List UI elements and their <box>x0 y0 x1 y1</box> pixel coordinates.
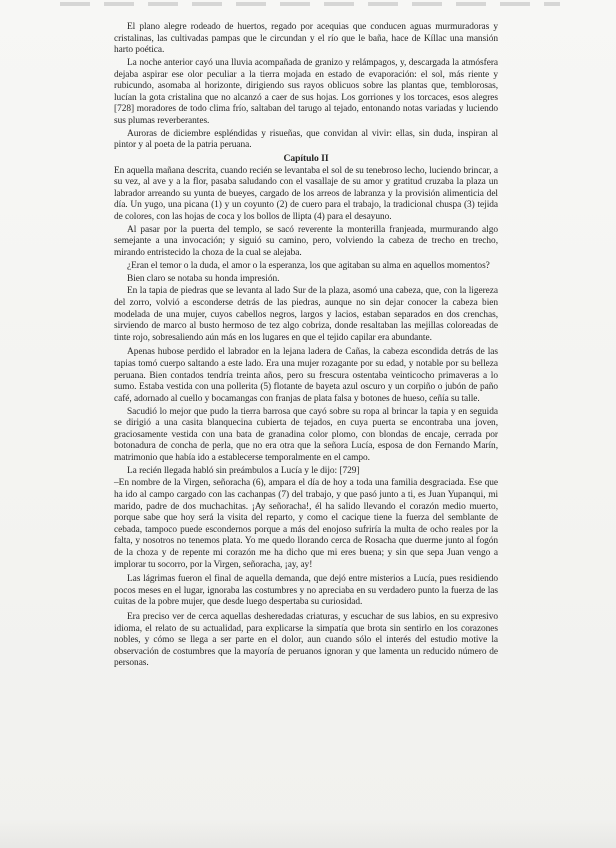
paragraph-2: Al pasar por la puerta del templo, se sacó reverente la monterilla franjeada, murmurando algo semejante a una invocación; y siguió su camino, pero, volviendo la cabeza de trecho en trecho, mirando entristecido la choza de la cual se alejaba. <box>114 224 498 259</box>
paragraph-9: –En nombre de la Virgen, señoracha (6), ampara el día de hoy a toda una familia desgraciada. Ese que ha ido al campo cargado con las cachanpas (7) del trabajo, y que pasó junto a ti, es Juan Yupanqui, mi marido, padre de dos muchachitas. ¡Ay señoracha!, él ha salido llevando el corazón medio muerto, porque sabe que hoy será la visita del reparto, y como el cacique tiene la fuerza del semblante de cebada, tampoco puede escondernos porque a más del enojoso sufriría la multa de ocho reales por la falta, y nosotros no tenemos plata. Yo me quedo llorando cerca de Rosacha que duerme junto al fogón de la choza y de repente mi corazón me ha dicho que mi eres buena; y sin que sepa Juan vengo a implorar tu socorro, por la Virgen, señoracha, ¡ay, ay! <box>114 478 498 570</box>
paragraph-opening-3: Auroras de diciembre espléndidas y risueñas, que convidan al vivir: ellas, sin duda, inspiran al pintor y al poeta de la patria peruana. <box>114 128 498 151</box>
paragraph-10: Las lágrimas fueron el final de aquella demanda, que dejó entre misterios a Lucía, pues residiendo pocos meses en el lugar, ignoraba las costumbres y no apreciaba en su verdadero punto la fuerza de las cuitas de la pobre mujer, que desde luego despertaba su curiosidad. <box>114 574 498 608</box>
text-column <box>114 22 498 671</box>
paragraph-1: En aquella mañana descrita, cuando recién se levantaba el sol de su tenebroso lecho, luciendo brincar, a su vez, al ave y a la flor, pasaba saludando con el vasallaje de su amor y gratitud cruzaba la plaza un labrador arreando su yunta de bueyes, cargado de los arreos de labranza y la provisión alimenticia del día. Un yugo, una picana (1) y un coyunto (2) de cuero para el trabajo, la tradicional chuspa (3) tejida de colores, con las hojas de coca y los bollos de llipta (4) para el desayuno. <box>114 165 498 223</box>
paragraph-8: La recién llegada habló sin preámbulos a Lucía y le dijo: [729] <box>127 465 360 476</box>
paragraph-opening-1: El plano alegre rodeado de huertos, regado por acequias que conducen aguas murmuradoras y cristalinas, las cultivadas pampas que le circundan y el río que le baña, hace de Kíllac una mansión harto poética. <box>114 22 498 56</box>
chapter-heading: Capítulo II <box>283 153 329 165</box>
scan-shadow <box>0 818 616 848</box>
paragraph-11: Era preciso ver de cerca aquellas desheredadas criaturas, y escuchar de sus labios, en su expresivo idioma, el relato de su actualidad, para explicarse la simpatía que brota sin sentirlo en los corazones nobles, y cómo se llega a ser parte en el dolor, aun cuando sólo el interés del estudio motive la observación de costumbres que la mayoría de peruanos ignoran y que lamenta un reducido número de personas. <box>114 611 498 669</box>
paragraph-6: Apenas hubose perdido el labrador en la lejana ladera de Cañas, la cabeza escondida detrás de las tapias tomó cuerpo saltando a este lado. Era una mujer rozagante por su edad, y notable por su belleza peruana. Bien contados tendría treinta años, pero su frescura ostentaba veinticocho primaveras a lo sumo. Estaba vestida con una pollerita (5) flotante de bayeta azul oscuro y un corpiño o jubón de paño café, adornado al cuello y bocamangas con franjas de plata falsa y botones de hueso, ceñía su talle. <box>114 347 498 404</box>
paragraph-7: Sacudió lo mejor que pudo la tierra barrosa que cayó sobre su ropa al brincar la tapia y en seguida se dirigió a una casita blanquecina cubierta de tejados, en cuya puerta se encontraba una joven, graciosamente vestida con una bata de granadina color plomo, con blondas de encaje, cerrada por botonadura de concha de perla, que no era otra que la señora Lucía, esposa de don Fernando Marín, matrimonio que había ido a establecerse temporalmente en el campo. <box>114 406 498 463</box>
paragraph-4: Bien claro se notaba su honda impresión. <box>127 273 280 284</box>
paragraph-opening-2: La noche anterior cayó una lluvia acompañada de granizo y relámpagos, y, descargada la atmósfera dejaba aspirar ese olor peculiar a la tierra mojada en estado de evaporación: el sol, más riente y rubicundo, asomaba al horizonte, dirigiendo sus rayos oblicuos sobre las plantas que, temblorosas, lucían la gota cristalina que no alcanzó a caer de sus hojas. Los gorriones y los torcaces, esos alegres [728] moradores de todo clima frío, saltaban del tarugo al tejado, entonando notas variadas y luciendo sus plumas reverberantes. <box>114 57 498 126</box>
scan-edge-artifact <box>60 2 560 6</box>
paragraph-3: ¿Eran el temor o la duda, el amor o la esperanza, los que agitaban su alma en aquellos momentos? <box>127 260 490 271</box>
paragraph-5: En la tapia de piedras que se levanta al lado Sur de la plaza, asomó una cabeza, que, con la ligereza del zorro, volvió a esconderse detrás de las piedras, aunque no sin dejar conocer la cabeza bien modelada de una mujer, cuyos cabellos negros, largos y lacios, estaban separados en dos crenchas, sirviendo de marco al busto hermoso de tez algo cobriza, donde resaltaban las mejillas coloreadas de tinte rojo, sobresaliendo aún más en los lugares en que el tejido capilar era abundante. <box>114 286 498 343</box>
